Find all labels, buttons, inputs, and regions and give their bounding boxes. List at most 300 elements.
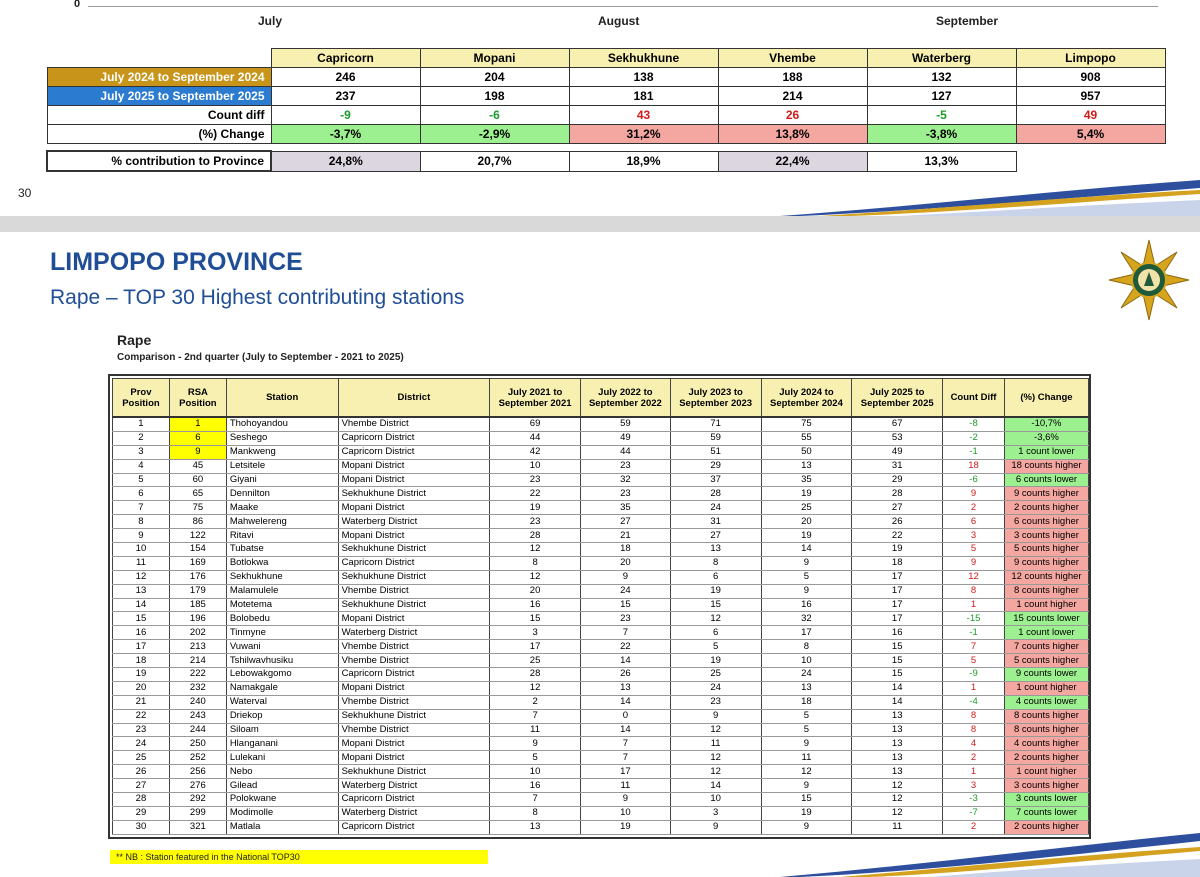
prov-position-cell: 11 <box>113 556 170 570</box>
column-header: Prov Position <box>113 379 170 418</box>
q2024-cell: 19 <box>761 529 852 543</box>
count-diff-cell: 12 <box>943 570 1005 584</box>
district-cell: Waterberg District <box>338 626 490 640</box>
change-cell: 7 counts higher <box>1004 640 1088 654</box>
q2024-cell: 9 <box>761 779 852 793</box>
table-row <box>113 751 1089 765</box>
rsa-position-cell: 122 <box>169 529 226 543</box>
page-title: LIMPOPO PROVINCE <box>50 248 303 276</box>
q2023-cell: 24 <box>670 501 761 515</box>
table-row <box>113 695 1089 709</box>
district-cell: Sekhukhune District <box>338 765 490 779</box>
district-cell: Capricorn District <box>338 431 490 445</box>
q2021-cell: 16 <box>490 779 581 793</box>
q2024-cell: 24 <box>761 668 852 682</box>
q2024-cell: 5 <box>761 723 852 737</box>
rsa-position-cell: 185 <box>169 598 226 612</box>
q2021-cell: 22 <box>490 487 581 501</box>
prov-position-cell: 20 <box>113 681 170 695</box>
column-header: July 2024 to September 2024 <box>761 379 852 418</box>
saps-star-emblem <box>1107 238 1191 322</box>
column-header: (%) Change <box>1004 379 1088 418</box>
prov-position-cell: 4 <box>113 459 170 473</box>
count-diff-cell: 1 <box>943 765 1005 779</box>
count-diff-cell: 5 <box>943 543 1005 557</box>
column-header: July 2023 to September 2023 <box>670 379 761 418</box>
q2024-cell: 17 <box>761 626 852 640</box>
rsa-position-cell: 65 <box>169 487 226 501</box>
value-cell: 26 <box>718 106 867 125</box>
prov-position-cell: 10 <box>113 543 170 557</box>
q2024-cell: 11 <box>761 751 852 765</box>
row-label-contribution: % contribution to Province <box>47 151 271 171</box>
q2024-cell: 16 <box>761 598 852 612</box>
value-cell: 246 <box>271 68 420 87</box>
q2021-cell: 28 <box>490 529 581 543</box>
table-row <box>113 459 1089 473</box>
q2025-cell: 14 <box>852 695 943 709</box>
value-cell: 188 <box>718 68 867 87</box>
table-row <box>113 793 1089 807</box>
district-cell: Capricorn District <box>338 820 490 834</box>
district-cell: Capricorn District <box>338 793 490 807</box>
district-cell: Mopani District <box>338 751 490 765</box>
prov-position-cell: 15 <box>113 612 170 626</box>
station-cell: Tshilwavhusiku <box>226 654 338 668</box>
prov-position-cell: 29 <box>113 806 170 820</box>
q2025-cell: 27 <box>852 501 943 515</box>
q2025-cell: 11 <box>852 820 943 834</box>
q2021-cell: 2 <box>490 695 581 709</box>
count-diff-cell: 8 <box>943 723 1005 737</box>
rsa-position-cell: 243 <box>169 709 226 723</box>
q2021-cell: 17 <box>490 640 581 654</box>
q2025-cell: 17 <box>852 612 943 626</box>
q2024-cell: 35 <box>761 473 852 487</box>
q2023-cell: 29 <box>670 459 761 473</box>
change-cell: -3,6% <box>1004 431 1088 445</box>
station-cell: Maake <box>226 501 338 515</box>
q2024-cell: 25 <box>761 501 852 515</box>
q2023-cell: 10 <box>670 793 761 807</box>
q2022-cell: 44 <box>580 445 670 459</box>
rsa-position-cell: 252 <box>169 751 226 765</box>
change-cell: -10,7% <box>1004 417 1088 431</box>
prov-position-cell: 30 <box>113 820 170 834</box>
q2022-cell: 14 <box>580 723 670 737</box>
q2021-cell: 7 <box>490 793 581 807</box>
table-row <box>113 723 1089 737</box>
table-row <box>113 501 1089 515</box>
count-diff-cell: -8 <box>943 417 1005 431</box>
stations-table-frame <box>108 374 1091 839</box>
district-header: Sekhukhune <box>569 49 718 68</box>
change-cell: 3 counts lower <box>1004 793 1088 807</box>
q2021-cell: 69 <box>490 417 581 431</box>
column-header: RSA Position <box>169 379 226 418</box>
prov-position-cell: 22 <box>113 709 170 723</box>
q2023-cell: 9 <box>670 709 761 723</box>
month-label: September <box>936 14 999 28</box>
count-diff-cell: -1 <box>943 445 1005 459</box>
district-cell: Capricorn District <box>338 445 490 459</box>
q2024-cell: 9 <box>761 820 852 834</box>
q2023-cell: 31 <box>670 515 761 529</box>
q2023-cell: 12 <box>670 751 761 765</box>
q2022-cell: 23 <box>580 612 670 626</box>
change-cell: 1 count higher <box>1004 681 1088 695</box>
q2025-cell: 67 <box>852 417 943 431</box>
q2022-cell: 23 <box>580 487 670 501</box>
table-row <box>113 431 1089 445</box>
q2025-cell: 12 <box>852 806 943 820</box>
q2022-cell: 13 <box>580 681 670 695</box>
q2024-cell: 32 <box>761 612 852 626</box>
q2022-cell: 17 <box>580 765 670 779</box>
rsa-position-cell: 213 <box>169 640 226 654</box>
table-body <box>113 417 1089 834</box>
change-cell: 9 counts lower <box>1004 668 1088 682</box>
table-row <box>113 417 1089 431</box>
q2022-cell: 35 <box>580 501 670 515</box>
value-cell: 204 <box>420 68 569 87</box>
prov-position-cell: 2 <box>113 431 170 445</box>
column-header: Count Diff <box>943 379 1005 418</box>
count-diff-cell: -9 <box>943 668 1005 682</box>
district-cell: Sekhukhune District <box>338 709 490 723</box>
value-cell: 43 <box>569 106 718 125</box>
value-cell: 127 <box>867 87 1016 106</box>
q2025-cell: 13 <box>852 765 943 779</box>
value-cell: -5 <box>867 106 1016 125</box>
q2021-cell: 7 <box>490 709 581 723</box>
decorative-swoosh <box>780 176 1200 216</box>
q2025-cell: 12 <box>852 779 943 793</box>
table-row <box>113 765 1089 779</box>
q2021-cell: 23 <box>490 473 581 487</box>
prov-position-cell: 17 <box>113 640 170 654</box>
change-cell: 8 counts higher <box>1004 709 1088 723</box>
district-cell: Mopani District <box>338 529 490 543</box>
footnote: ** NB : Station featured in the National TOP30 <box>110 850 488 864</box>
station-cell: Nebo <box>226 765 338 779</box>
q2023-cell: 14 <box>670 779 761 793</box>
q2022-cell: 14 <box>580 695 670 709</box>
q2021-cell: 16 <box>490 598 581 612</box>
column-header: July 2025 to September 2025 <box>852 379 943 418</box>
value-cell: 908 <box>1016 68 1165 87</box>
value-cell: 957 <box>1016 87 1165 106</box>
change-cell: 1 count lower <box>1004 626 1088 640</box>
station-cell: Sekhukhune <box>226 570 338 584</box>
q2023-cell: 8 <box>670 556 761 570</box>
q2023-cell: 12 <box>670 612 761 626</box>
table-row <box>113 640 1089 654</box>
station-cell: Dennilton <box>226 487 338 501</box>
q2022-cell: 9 <box>580 793 670 807</box>
station-cell: Lulekani <box>226 751 338 765</box>
q2023-cell: 6 <box>670 626 761 640</box>
month-label: August <box>598 14 640 28</box>
district-header: Mopani <box>420 49 569 68</box>
table-row <box>113 445 1089 459</box>
table-row <box>113 612 1089 626</box>
change-cell: 1 count higher <box>1004 765 1088 779</box>
prov-position-cell: 3 <box>113 445 170 459</box>
district-cell: Sekhukhune District <box>338 543 490 557</box>
q2021-cell: 3 <box>490 626 581 640</box>
rsa-position-cell: 176 <box>169 570 226 584</box>
station-cell: Hlanganani <box>226 737 338 751</box>
q2024-cell: 8 <box>761 640 852 654</box>
q2022-cell: 49 <box>580 431 670 445</box>
q2021-cell: 11 <box>490 723 581 737</box>
prov-position-cell: 7 <box>113 501 170 515</box>
value-cell: -6 <box>420 106 569 125</box>
change-cell: 1 count higher <box>1004 598 1088 612</box>
q2021-cell: 15 <box>490 612 581 626</box>
prov-position-cell: 24 <box>113 737 170 751</box>
station-cell: Mankweng <box>226 445 338 459</box>
count-diff-cell: -1 <box>943 626 1005 640</box>
station-cell: Ritavi <box>226 529 338 543</box>
q2023-cell: 37 <box>670 473 761 487</box>
district-cell: Vhembe District <box>338 584 490 598</box>
q2021-cell: 23 <box>490 515 581 529</box>
change-cell: 6 counts higher <box>1004 515 1088 529</box>
q2021-cell: 13 <box>490 820 581 834</box>
q2022-cell: 22 <box>580 640 670 654</box>
count-diff-cell: 4 <box>943 737 1005 751</box>
station-cell: Tubatse <box>226 543 338 557</box>
q2021-cell: 10 <box>490 459 581 473</box>
district-cell: Capricorn District <box>338 556 490 570</box>
row-label-count-diff: Count diff <box>47 106 271 125</box>
q2021-cell: 44 <box>490 431 581 445</box>
station-cell: Motetema <box>226 598 338 612</box>
province-header: Limpopo <box>1016 49 1165 68</box>
q2023-cell: 25 <box>670 668 761 682</box>
q2024-cell: 9 <box>761 556 852 570</box>
q2023-cell: 24 <box>670 681 761 695</box>
q2021-cell: 8 <box>490 806 581 820</box>
district-cell: Mopani District <box>338 473 490 487</box>
station-cell: Mahwelereng <box>226 515 338 529</box>
q2024-cell: 18 <box>761 695 852 709</box>
change-cell: 2 counts higher <box>1004 751 1088 765</box>
prov-position-cell: 14 <box>113 598 170 612</box>
q2022-cell: 26 <box>580 668 670 682</box>
change-cell: 3 counts higher <box>1004 779 1088 793</box>
count-diff-cell: 1 <box>943 598 1005 612</box>
comparison-caption: Comparison - 2nd quarter (July to September - 2021 to 2025) <box>117 352 404 363</box>
q2024-cell: 13 <box>761 681 852 695</box>
value-cell: 13,8% <box>718 125 867 144</box>
q2021-cell: 28 <box>490 668 581 682</box>
column-header: July 2022 to September 2022 <box>580 379 670 418</box>
district-summary-table <box>46 48 1166 172</box>
change-cell: 12 counts higher <box>1004 570 1088 584</box>
q2024-cell: 5 <box>761 709 852 723</box>
axis-zero-label: 0 <box>74 0 81 10</box>
district-cell: Mopani District <box>338 737 490 751</box>
count-diff-cell: -15 <box>943 612 1005 626</box>
q2025-cell: 53 <box>852 431 943 445</box>
q2023-cell: 9 <box>670 820 761 834</box>
q2022-cell: 20 <box>580 556 670 570</box>
value-cell: 31,2% <box>569 125 718 144</box>
q2022-cell: 59 <box>580 417 670 431</box>
rsa-position-cell: 179 <box>169 584 226 598</box>
rsa-position-cell: 240 <box>169 695 226 709</box>
district-cell: Waterberg District <box>338 515 490 529</box>
q2024-cell: 5 <box>761 570 852 584</box>
table-row <box>113 473 1089 487</box>
q2025-cell: 17 <box>852 570 943 584</box>
q2025-cell: 31 <box>852 459 943 473</box>
q2025-cell: 17 <box>852 584 943 598</box>
rsa-position-cell: 9 <box>169 445 226 459</box>
q2024-cell: 75 <box>761 417 852 431</box>
district-cell: Vhembe District <box>338 640 490 654</box>
q2025-cell: 19 <box>852 543 943 557</box>
q2022-cell: 9 <box>580 570 670 584</box>
value-cell: 20,7% <box>420 151 569 171</box>
change-cell: 8 counts higher <box>1004 584 1088 598</box>
q2022-cell: 18 <box>580 543 670 557</box>
column-header: July 2021 to September 2021 <box>490 379 581 418</box>
district-cell: Sekhukhune District <box>338 487 490 501</box>
table-row <box>113 529 1089 543</box>
q2021-cell: 42 <box>490 445 581 459</box>
q2023-cell: 5 <box>670 640 761 654</box>
rsa-position-cell: 276 <box>169 779 226 793</box>
change-cell: 18 counts higher <box>1004 459 1088 473</box>
q2024-cell: 13 <box>761 459 852 473</box>
value-cell: 49 <box>1016 106 1165 125</box>
change-cell: 7 counts lower <box>1004 806 1088 820</box>
q2025-cell: 13 <box>852 751 943 765</box>
current-slide <box>0 232 1200 877</box>
q2023-cell: 11 <box>670 737 761 751</box>
table-row <box>113 681 1089 695</box>
district-cell: Vhembe District <box>338 723 490 737</box>
value-cell: -3,7% <box>271 125 420 144</box>
page-number: 30 <box>18 186 32 200</box>
count-diff-cell: 2 <box>943 751 1005 765</box>
change-cell: 1 count lower <box>1004 445 1088 459</box>
table-row <box>113 556 1089 570</box>
table-row <box>113 709 1089 723</box>
chart-axis-line <box>88 6 1158 7</box>
q2023-cell: 27 <box>670 529 761 543</box>
q2022-cell: 19 <box>580 820 670 834</box>
q2022-cell: 11 <box>580 779 670 793</box>
district-cell: Vhembe District <box>338 417 490 431</box>
q2025-cell: 13 <box>852 709 943 723</box>
q2024-cell: 10 <box>761 654 852 668</box>
q2022-cell: 21 <box>580 529 670 543</box>
count-diff-cell: 3 <box>943 779 1005 793</box>
q2022-cell: 32 <box>580 473 670 487</box>
q2021-cell: 9 <box>490 737 581 751</box>
table-row <box>113 584 1089 598</box>
rsa-position-cell: 256 <box>169 765 226 779</box>
station-cell: Giyani <box>226 473 338 487</box>
count-diff-cell: 8 <box>943 584 1005 598</box>
prov-position-cell: 18 <box>113 654 170 668</box>
q2025-cell: 22 <box>852 529 943 543</box>
district-cell: Mopani District <box>338 459 490 473</box>
prov-position-cell: 1 <box>113 417 170 431</box>
rsa-position-cell: 1 <box>169 417 226 431</box>
q2023-cell: 19 <box>670 584 761 598</box>
change-cell: 9 counts higher <box>1004 487 1088 501</box>
count-diff-cell: -2 <box>943 431 1005 445</box>
table-row <box>113 487 1089 501</box>
rsa-position-cell: 6 <box>169 431 226 445</box>
month-label: July <box>258 14 283 28</box>
q2023-cell: 13 <box>670 543 761 557</box>
value-cell: 198 <box>420 87 569 106</box>
station-cell: Gilead <box>226 779 338 793</box>
prov-position-cell: 5 <box>113 473 170 487</box>
station-cell: Botlokwa <box>226 556 338 570</box>
value-cell: 13,3% <box>867 151 1016 171</box>
station-cell: Namakgale <box>226 681 338 695</box>
q2023-cell: 59 <box>670 431 761 445</box>
q2022-cell: 24 <box>580 584 670 598</box>
change-cell: 4 counts lower <box>1004 695 1088 709</box>
station-cell: Matlala <box>226 820 338 834</box>
q2025-cell: 14 <box>852 681 943 695</box>
district-header: Waterberg <box>867 49 1016 68</box>
prov-position-cell: 26 <box>113 765 170 779</box>
q2025-cell: 15 <box>852 654 943 668</box>
prov-position-cell: 25 <box>113 751 170 765</box>
q2021-cell: 8 <box>490 556 581 570</box>
count-diff-cell: -7 <box>943 806 1005 820</box>
rsa-position-cell: 60 <box>169 473 226 487</box>
rsa-position-cell: 154 <box>169 543 226 557</box>
rsa-position-cell: 250 <box>169 737 226 751</box>
q2022-cell: 27 <box>580 515 670 529</box>
change-cell: 5 counts higher <box>1004 543 1088 557</box>
count-diff-cell: -4 <box>943 695 1005 709</box>
q2025-cell: 13 <box>852 737 943 751</box>
change-cell: 9 counts higher <box>1004 556 1088 570</box>
q2025-cell: 49 <box>852 445 943 459</box>
count-diff-cell: 6 <box>943 515 1005 529</box>
count-diff-cell: -3 <box>943 793 1005 807</box>
q2023-cell: 19 <box>670 654 761 668</box>
prov-position-cell: 23 <box>113 723 170 737</box>
change-cell: 2 counts higher <box>1004 820 1088 834</box>
table-title: Rape <box>117 332 152 348</box>
district-cell: Capricorn District <box>338 668 490 682</box>
rsa-position-cell: 232 <box>169 681 226 695</box>
district-cell: Waterberg District <box>338 779 490 793</box>
count-diff-cell: 3 <box>943 529 1005 543</box>
change-cell: 4 counts higher <box>1004 737 1088 751</box>
previous-slide <box>0 0 1200 216</box>
count-diff-cell: 8 <box>943 709 1005 723</box>
district-cell: Mopani District <box>338 612 490 626</box>
district-cell: Sekhukhune District <box>338 598 490 612</box>
prov-position-cell: 13 <box>113 584 170 598</box>
page-subtitle: Rape – TOP 30 Highest contributing stations <box>50 286 465 309</box>
q2021-cell: 10 <box>490 765 581 779</box>
